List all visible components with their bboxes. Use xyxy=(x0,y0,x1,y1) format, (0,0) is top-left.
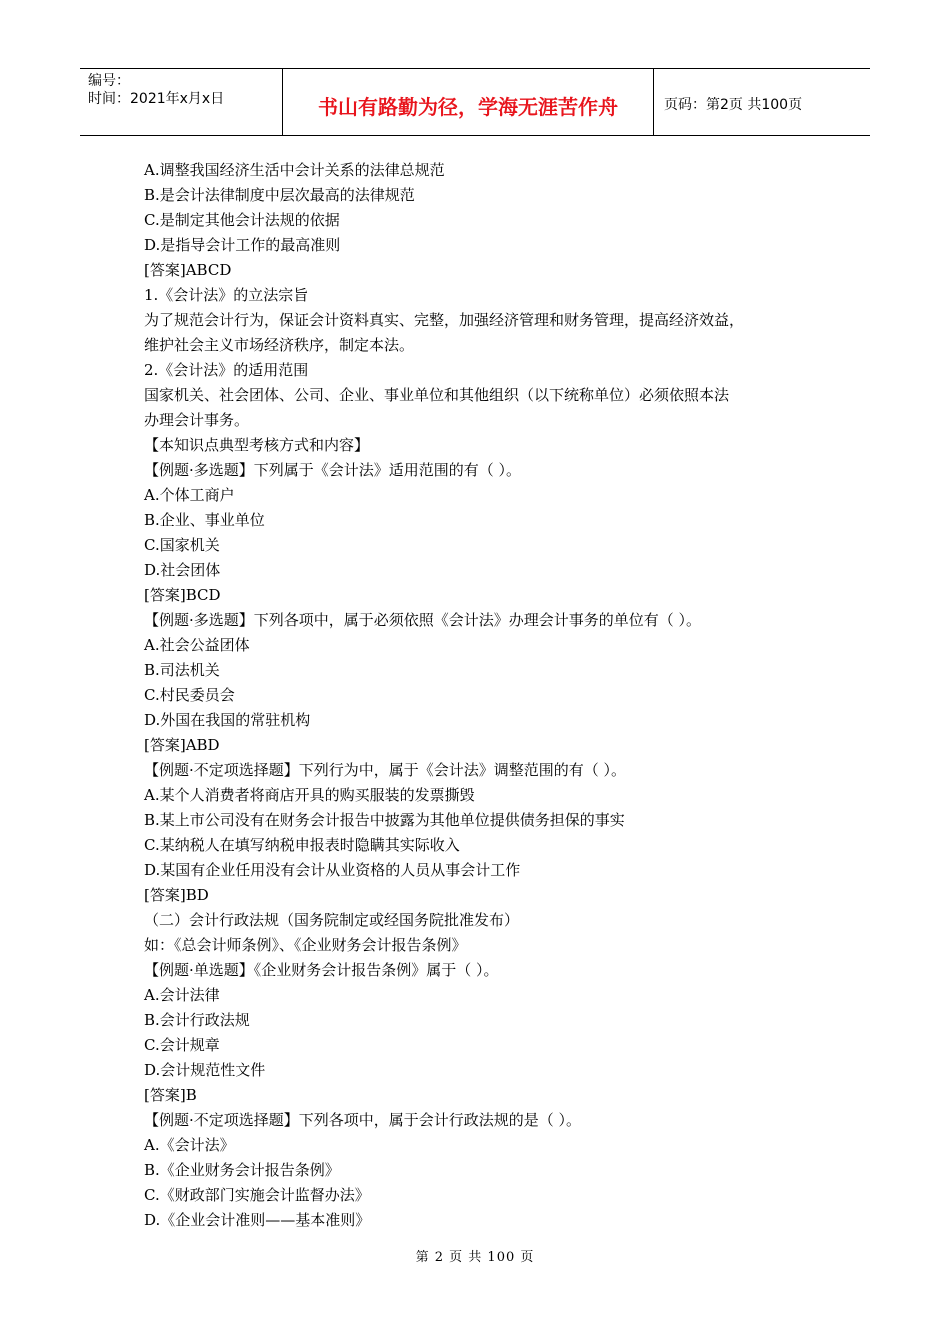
text-line: 为了规范会计行为，保证会计资料真实、完整，加强经济管理和财务管理，提高经济效益， xyxy=(144,311,745,329)
text-line: A.社会公益团体 xyxy=(144,636,250,654)
text-line: C.国家机关 xyxy=(144,536,220,554)
text-line: D.是指导会计工作的最高准则 xyxy=(144,236,341,254)
text-line: [答案]ABCD xyxy=(144,261,232,279)
text-line: 【本知识点典型考核方式和内容】 xyxy=(144,436,370,454)
text-line: A.某个人消费者将商店开具的购买服装的发票撕毁 xyxy=(144,786,475,804)
text-line: D.《企业会计准则——基本准则》 xyxy=(144,1211,371,1229)
text-line: A.会计法律 xyxy=(144,986,220,1004)
text-line: B.《企业财务会计报告条例》 xyxy=(144,1161,340,1179)
text-line: A.调整我国经济生活中会计关系的法律总规范 xyxy=(144,161,445,179)
text-line: （二）会计行政法规（国务院制定或经国务院批准发布） xyxy=(144,911,520,929)
text-line: 如：《总会计师条例》、《企业财务会计报告条例》 xyxy=(144,936,467,954)
text-line: 【例题·多选题】下列各项中，属于必须依照《会计法》办理会计事务的单位有（ ）。 xyxy=(144,611,702,629)
text-line: B.司法机关 xyxy=(144,661,220,679)
header-motto: 书山有路勤为径，学海无涯苦作舟 xyxy=(318,95,618,119)
text-line: [答案]ABD xyxy=(144,736,220,754)
text-line: C.《财政部门实施会计监督办法》 xyxy=(144,1186,370,1204)
text-line: 【例题·单选题】《企业财务会计报告条例》属于（ ）。 xyxy=(144,961,499,979)
text-line: B.会计行政法规 xyxy=(144,1011,250,1029)
text-line: D.会计规范性文件 xyxy=(144,1061,266,1079)
header-page-code: 页码：第2页 共100页 xyxy=(664,97,803,113)
text-line: D.社会团体 xyxy=(144,561,221,579)
text-line: A.个体工商户 xyxy=(144,486,235,504)
text-line: 国家机关、社会团体、公司、企业、事业单位和其他组织（以下统称单位）必须依照本法 xyxy=(144,386,730,404)
text-line: B.企业、事业单位 xyxy=(144,511,265,529)
text-line: 【例题·不定项选择题】下列各项中，属于会计行政法规的是（ ）。 xyxy=(144,1111,582,1129)
text-line: B.是会计法律制度中层次最高的法律规范 xyxy=(144,186,415,204)
text-line: 办理会计事务。 xyxy=(144,411,250,429)
text-line: [答案]BCD xyxy=(144,586,221,604)
text-line: 【例题·不定项选择题】下列行为中，属于《会计法》调整范围的有（ ）。 xyxy=(144,761,627,779)
page-footer: 第 2 页 共 100 页 xyxy=(415,1250,535,1265)
text-line: C.是制定其他会计法规的依据 xyxy=(144,211,340,229)
document-code-label: 编号： xyxy=(88,73,130,89)
text-line: [答案]B xyxy=(144,1086,197,1104)
page-header xyxy=(80,68,870,136)
text-line: C.某纳税人在填写纳税申报表时隐瞒其实际收入 xyxy=(144,836,460,854)
text-line: C.会计规章 xyxy=(144,1036,220,1054)
text-line: 【例题·多选题】下列属于《会计法》适用范围的有（ ）。 xyxy=(144,461,522,479)
text-line: 1.《会计法》的立法宗旨 xyxy=(144,286,309,304)
document-date-label: 时间：2021年x月x日 xyxy=(88,91,225,107)
header-info-cell xyxy=(80,69,282,135)
text-line: A.《会计法》 xyxy=(144,1136,235,1154)
text-line: D.某国有企业任用没有会计从业资格的人员从事会计工作 xyxy=(144,861,521,879)
header-motto-cell xyxy=(282,69,654,135)
text-line: B.某上市公司没有在财务会计报告中披露为其他单位提供债务担保的事实 xyxy=(144,811,625,829)
text-line: [答案]BD xyxy=(144,886,209,904)
text-line: 2.《会计法》的适用范围 xyxy=(144,361,309,379)
text-line: 维护社会主义市场经济秩序，制定本法。 xyxy=(144,336,415,354)
header-page-cell xyxy=(654,69,870,135)
text-line: D.外国在我国的常驻机构 xyxy=(144,711,311,729)
document-body xyxy=(144,158,834,1233)
text-line: C.村民委员会 xyxy=(144,686,235,704)
